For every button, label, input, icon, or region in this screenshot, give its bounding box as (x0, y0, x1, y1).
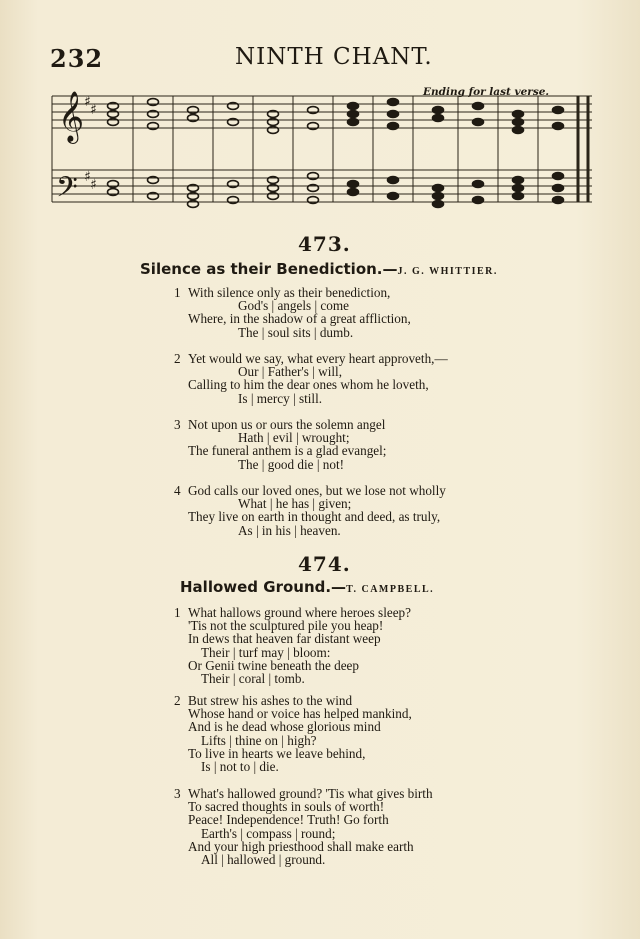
verse-line-text: And your high priesthood shall make earth (188, 838, 414, 854)
verse (174, 694, 412, 773)
hymn-title (180, 578, 434, 596)
verse-line-text: Their | turf may | bloom: (201, 644, 331, 660)
verse-number: 2 (174, 693, 181, 708)
ending-label: Ending for last verse. (423, 86, 550, 98)
verse-line-text: Hath | evil | wrought; (238, 430, 350, 446)
hymn-title-text: Silence as their Benediction.— (140, 260, 398, 278)
verse-line-text: Whose hand or voice has helped mankind, (188, 706, 412, 722)
verse-line-text: With silence only as their benediction, (188, 285, 391, 300)
verse-line (174, 853, 433, 866)
page-number: 232 (50, 44, 104, 73)
hymn-author: J. G. WHITTIER. (397, 266, 498, 277)
verse (174, 352, 448, 405)
verse-line-text: What | he has | given; (238, 496, 352, 512)
svg-text:𝄞: 𝄞 (58, 91, 85, 142)
verse-line-text: The | soul sits | dumb. (238, 324, 354, 340)
verse-line-text: Not upon us or ours the solemn angel (188, 417, 386, 432)
verse-line-text: God's | angels | come (238, 298, 349, 314)
verse-line (174, 760, 412, 773)
svg-text:𝄢: 𝄢 (56, 171, 78, 211)
verse-line-text: What's hallowed ground? 'Tis what gives birth (188, 786, 433, 801)
verse-number: 1 (174, 605, 181, 620)
verse-line-text: Earth's | compass | round; (201, 825, 336, 841)
verse-line-text: But strew his ashes to the wind (188, 693, 353, 708)
verse-line-text: Our | Father's | will, (238, 364, 342, 380)
chant-music-score (48, 84, 598, 224)
verse-line (174, 672, 411, 685)
verse-line (174, 392, 448, 405)
verse-line-text: Peace! Independence! Truth! Go forth (188, 812, 389, 828)
verse-line-text: To live in hearts we leave behind, (188, 745, 366, 761)
verse (174, 606, 411, 685)
verse-line-text: The funeral anthem is a glad evangel; (188, 443, 387, 459)
key-signature-icon (84, 94, 97, 193)
verse-line-text: Where, in the shadow of a great affliction, (188, 311, 411, 327)
verse-line-text: The | good die | not! (238, 456, 344, 472)
verse-line-text: God calls our loved ones, but we lose not wholly (188, 483, 446, 498)
verse (174, 418, 386, 471)
hymn-title-text: Hallowed Ground.— (180, 578, 347, 596)
verse-line-text: In dews that heaven far distant weep (188, 631, 381, 647)
svg-text:♯: ♯ (84, 169, 91, 185)
hymn-number: 474. (298, 552, 351, 576)
verse-line-text: Lifts | thine on | high? (201, 732, 317, 748)
hymn-title (140, 260, 498, 278)
verse-line-text: 'Tis not the sculptured pile you heap! (188, 618, 384, 634)
bass-clef-icon (56, 171, 78, 211)
treble-clef-icon (58, 91, 84, 144)
verse-line-text: All | hallowed | ground. (201, 851, 326, 867)
running-title: NINTH CHANT. (235, 44, 433, 70)
hymn-number: 473. (298, 232, 351, 256)
svg-text:♯: ♯ (90, 177, 97, 193)
verse-line (174, 524, 446, 537)
verse-line-text: Is | not to | die. (201, 758, 279, 774)
svg-text:♯: ♯ (90, 102, 97, 118)
verse-line-text: What hallows ground where heroes sleep? (188, 605, 412, 620)
verse-line-text: Is | mercy | still. (238, 390, 323, 406)
noteheads (108, 99, 564, 208)
verse (174, 286, 411, 339)
verse-number: 2 (174, 351, 181, 366)
verse-number: 3 (174, 417, 181, 432)
verse-line (174, 326, 411, 339)
page-header (50, 44, 610, 74)
verse-line-text: To sacred thoughts in souls of worth! (188, 799, 385, 815)
verse-number: 4 (174, 483, 181, 498)
svg-text:♯: ♯ (84, 94, 91, 110)
verse-number: 1 (174, 285, 181, 300)
hymn-author: T. CAMPBELL. (346, 584, 435, 595)
verse-line (174, 458, 386, 471)
verse-line-text: As | in his | heaven. (238, 522, 341, 538)
verse (174, 787, 433, 866)
verse-line-text: And is he dead whose glorious mind (188, 719, 381, 735)
verse-line-text: They live on earth in thought and deed, as truly, (188, 509, 441, 525)
verse-line-text: Or Genii twine beneath the deep (188, 657, 360, 673)
verse-line-text: Their | coral | tomb. (201, 670, 305, 686)
verse-number: 3 (174, 786, 181, 801)
verse-line-text: Calling to him the dear ones whom he loveth, (188, 377, 429, 393)
verse (174, 484, 446, 537)
verse-line-text: Yet would we say, what every heart approveth,— (188, 351, 448, 366)
